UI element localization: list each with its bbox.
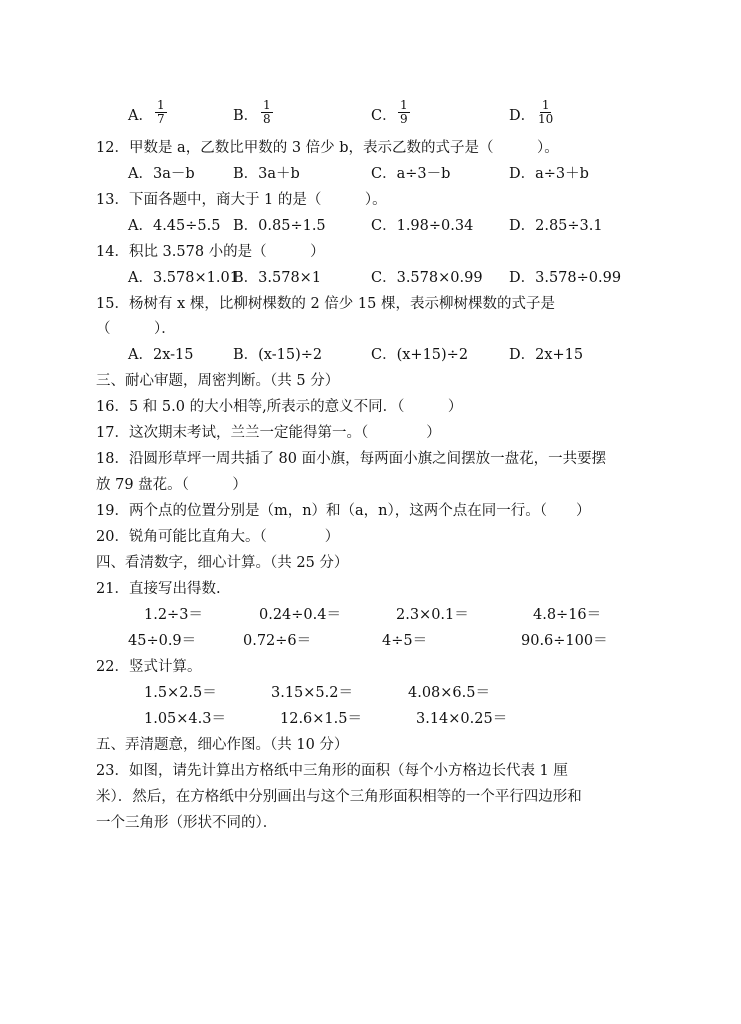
denominator: 7 — [157, 112, 165, 126]
q21-item: 90.6÷100＝ — [521, 633, 608, 649]
section-3-heading: 三、耐心审题，周密判断。（共 5 分） — [96, 373, 340, 389]
q12-option-b: B．3a＋b — [233, 166, 300, 182]
q22-item: 3.14×0.25＝ — [416, 711, 508, 727]
numerator: 1 — [157, 98, 165, 112]
q22-stem: 22．竖式计算。 — [96, 659, 202, 675]
q12-option-d: D．a÷3＋b — [509, 166, 589, 182]
q22-item: 3.15×5.2＝ — [271, 685, 353, 701]
q14-stem: 14．积比 3.578 小的是（ ） — [96, 244, 325, 260]
q21-item: 2.3×0.1＝ — [396, 607, 469, 623]
q11-option-b-fraction — [261, 99, 273, 126]
q21-item: 4.8÷16＝ — [533, 607, 602, 623]
q13-option-a: A．4.45÷5.5 — [128, 218, 221, 234]
q13-option-b: B．0.85÷1.5 — [233, 218, 326, 234]
q14-option-a: A．3.578×1.01 — [128, 270, 239, 286]
q21-item: 4÷5＝ — [382, 633, 428, 649]
q21-stem: 21．直接写出得数. — [96, 581, 221, 597]
q15-stem-continued: （ ）． — [96, 321, 176, 337]
q12-stem: 12．甲数是 a，乙数比甲数的 3 倍少 b，表示乙数的式子是（ ）。 — [96, 140, 559, 156]
q11-option-c-label: C． — [371, 108, 397, 124]
numerator: 1 — [400, 98, 408, 112]
q15-option-b: B．(x-15)÷2 — [233, 347, 323, 363]
q15-stem: 15．杨树有 x 棵，比柳树棵数的 2 倍少 15 棵，表示柳树棵数的式子是 — [96, 296, 555, 312]
q18-text-line2: 放 79 盘花。（ ） — [96, 477, 247, 493]
q21-item: 45÷0.9＝ — [128, 633, 197, 649]
q22-item: 12.6×1.5＝ — [280, 711, 362, 727]
q14-option-c: C．3.578×0.99 — [371, 270, 483, 286]
numerator: 1 — [263, 98, 271, 112]
q13-stem: 13．下面各题中，商大于 1 的是（ ）。 — [96, 192, 387, 208]
q12-option-a: A．3a－b — [128, 166, 195, 182]
q11-option-a-label: A． — [128, 108, 153, 124]
q22-item: 1.5×2.5＝ — [144, 685, 217, 701]
q22-item: 1.05×4.3＝ — [144, 711, 226, 727]
q15-option-c: C．(x+15)÷2 — [371, 347, 469, 363]
q11-option-a-fraction — [155, 99, 167, 126]
section-5-heading: 五、弄清题意，细心作图。（共 10 分） — [96, 737, 349, 753]
q19-text: 19．两个点的位置分别是（m，n）和（a，n），这两个点在同一行。（ ） — [96, 503, 591, 519]
q11-option-b-label: B． — [233, 108, 259, 124]
q13-option-d: D．2.85÷3.1 — [509, 218, 603, 234]
q12-option-c: C．a÷3－b — [371, 166, 451, 182]
q22-item: 4.08×6.5＝ — [408, 685, 490, 701]
q23-text-line2: 米）．然后，在方格纸中分别画出与这个三角形面积相等的一个平行四边形和 — [96, 789, 582, 805]
q14-option-b: B．3.578×1 — [233, 270, 322, 286]
q11-option-d-fraction — [536, 99, 555, 126]
q15-option-a: A．2x-15 — [128, 347, 194, 363]
q23-text-line3: 一个三角形（形状不同的）． — [96, 815, 278, 831]
numerator: 1 — [541, 98, 550, 112]
q21-item: 1.2÷3＝ — [144, 607, 203, 623]
q16-text: 16．5 和 5.0 的大小相等,所表示的意义不同．（ ） — [96, 399, 463, 415]
q18-text-line1: 18．沿圆形草坪一周共插了 80 面小旗，每两面小旗之间摆放一盘花，一共要摆 — [96, 451, 607, 467]
q20-text: 20．锐角可能比直角大。（ ） — [96, 529, 340, 545]
q15-option-d: D．2x+15 — [509, 347, 584, 363]
q17-text: 17．这次期末考试，兰兰一定能得第一。（ ） — [96, 425, 441, 441]
q11-option-d-label: D． — [509, 108, 536, 124]
q23-text-line1: 23．如图，请先计算出方格纸中三角形的面积（每个小方格边长代表 1 厘 — [96, 763, 568, 779]
q14-option-d: D．3.578÷0.99 — [509, 270, 622, 286]
q21-item: 0.24÷0.4＝ — [259, 607, 341, 623]
denominator: 9 — [400, 112, 408, 126]
q13-option-c: C．1.98÷0.34 — [371, 218, 474, 234]
denominator: 10 — [538, 112, 554, 126]
q11-option-c-fraction — [398, 99, 410, 126]
denominator: 8 — [263, 112, 271, 126]
section-4-heading: 四、看清数字，细心计算。（共 25 分） — [96, 555, 349, 571]
q21-item: 0.72÷6＝ — [243, 633, 312, 649]
